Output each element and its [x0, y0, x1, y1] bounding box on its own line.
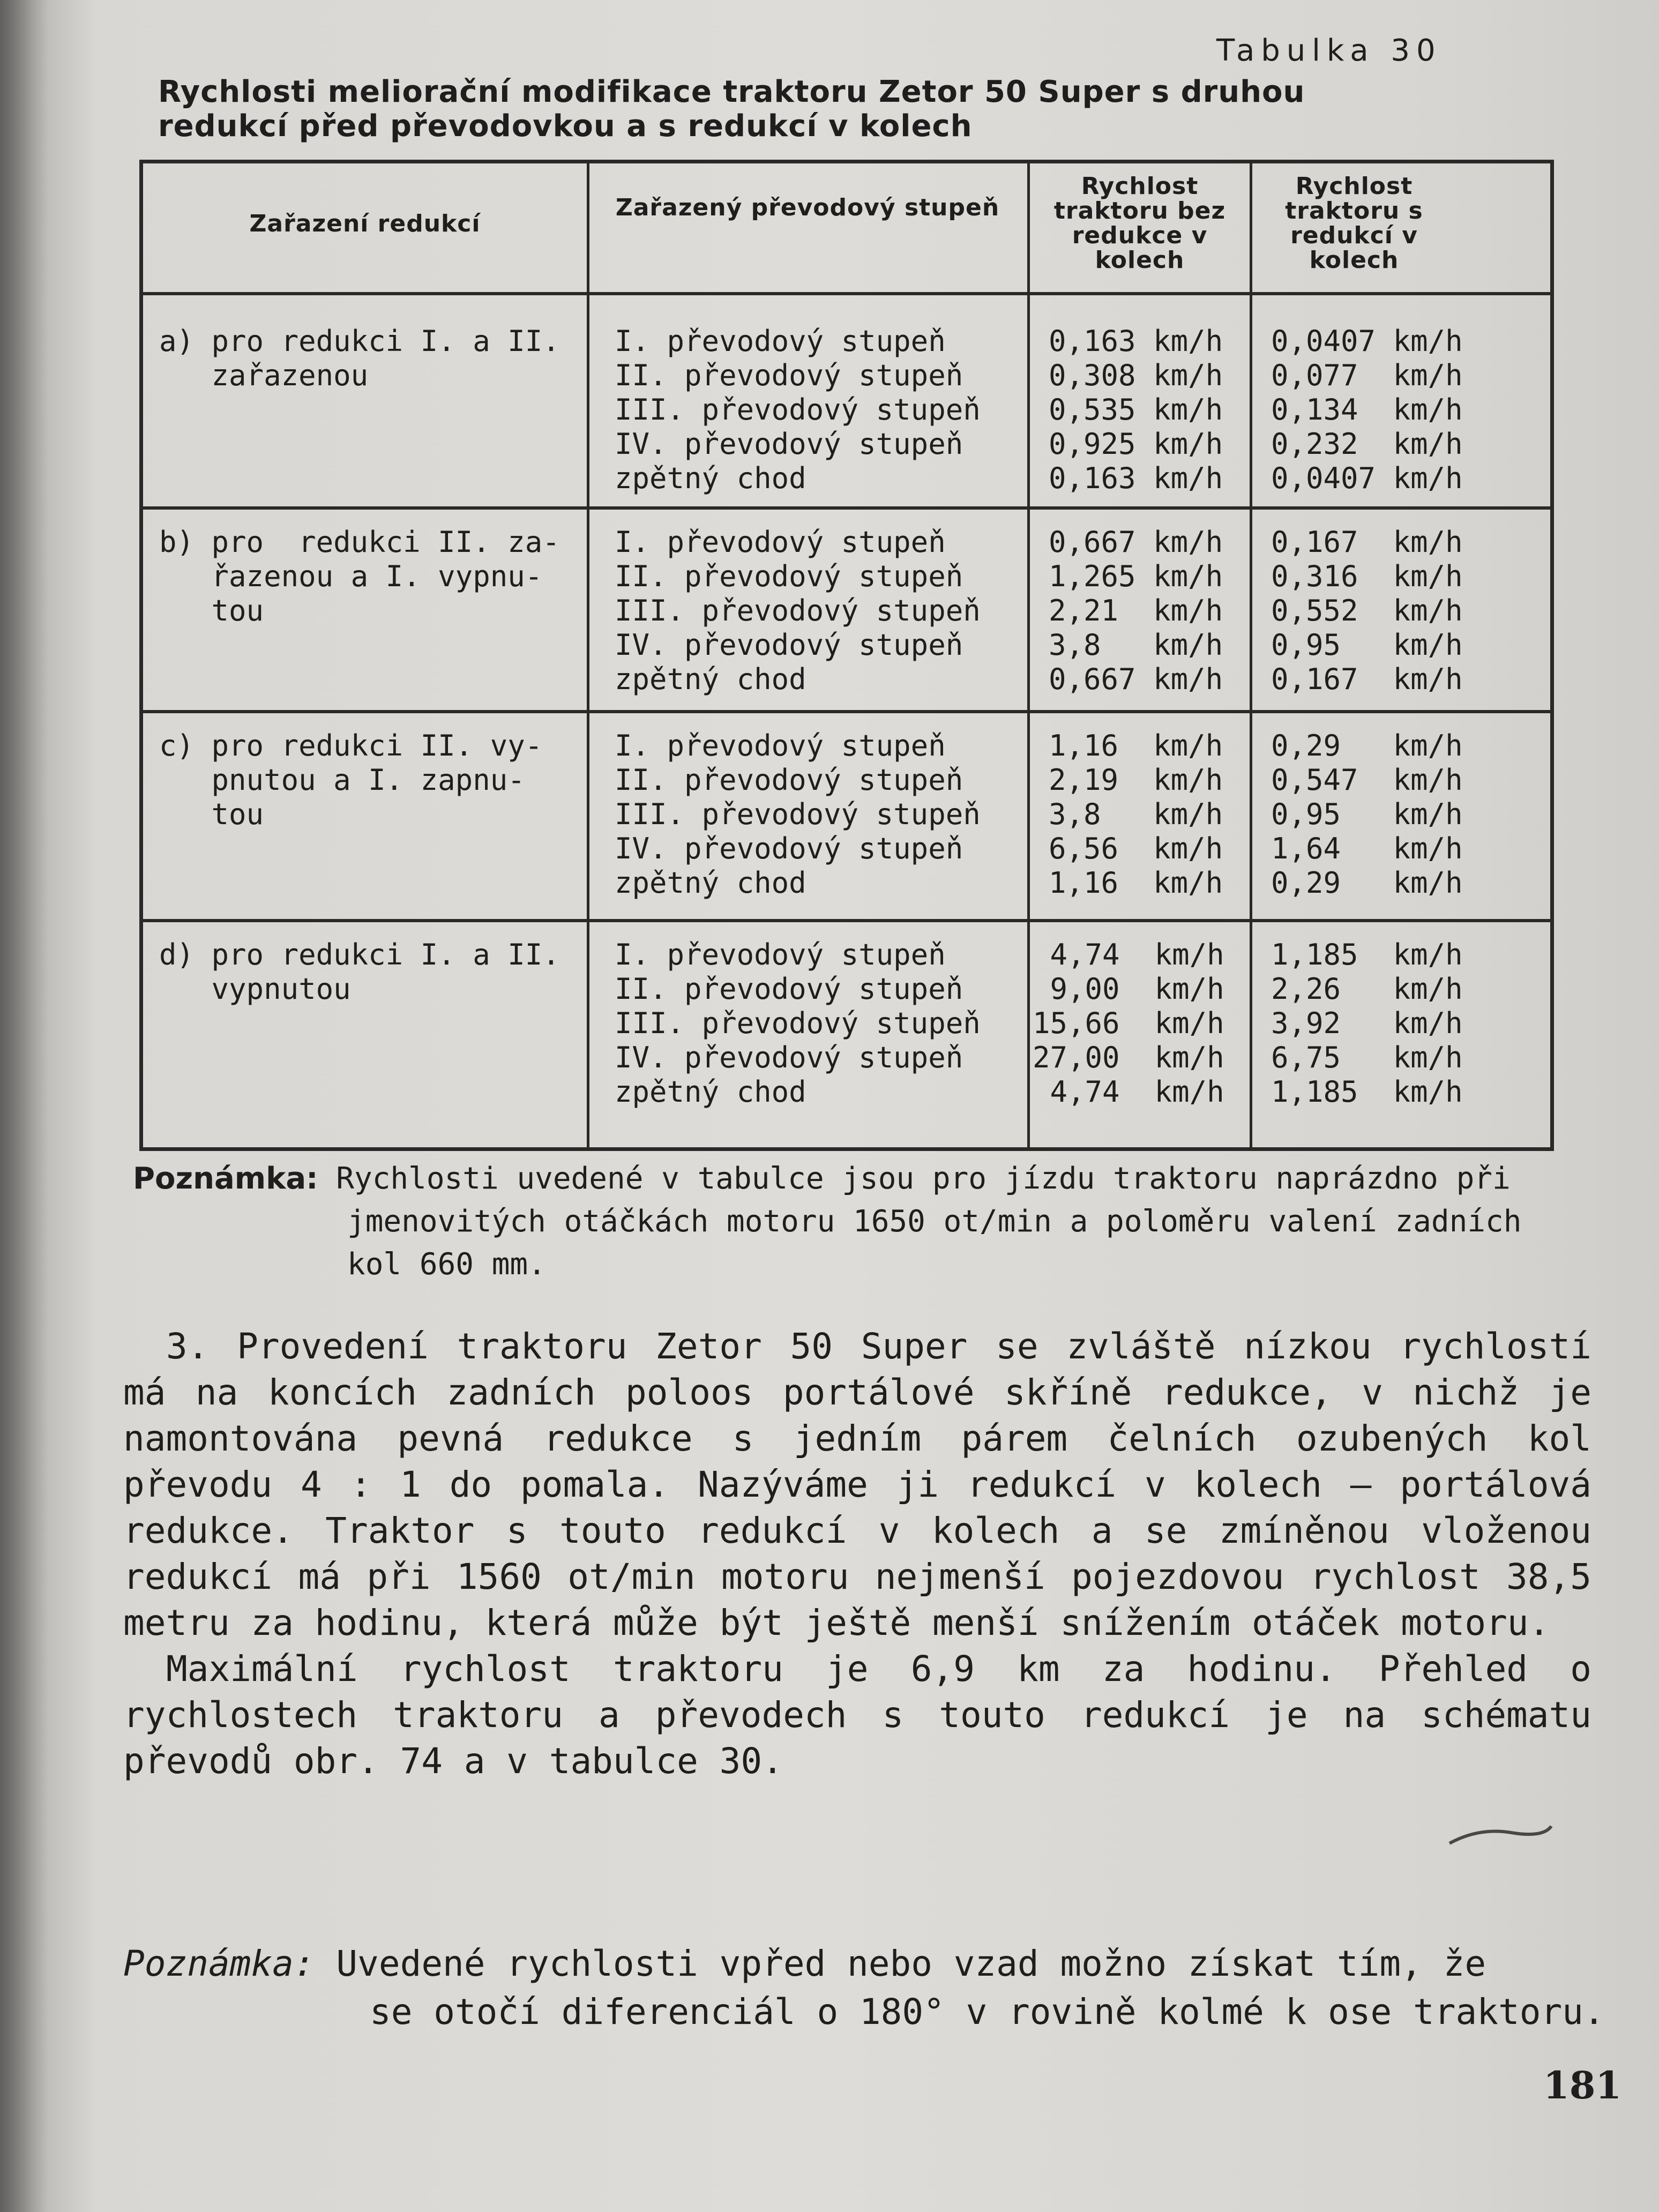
speed-cell: 0,547 km/h: [1271, 763, 1463, 797]
footnote-text: Rychlosti uvedené v tabulce jsou pro jízdu traktoru naprázdno při: [336, 1161, 1511, 1196]
gear-cell: IV. převodový stupeň: [615, 628, 963, 662]
gear-cell: III. převodový stupeň: [615, 797, 981, 831]
speed-cell: 0,077 km/h: [1271, 358, 1463, 392]
gear-cell: I. převodový stupeň: [615, 729, 946, 763]
group-label-c: c) pro redukci II. vy- pnutou a I. zapnu- tou: [159, 729, 543, 831]
gear-cell: II. převodový stupeň: [615, 559, 963, 593]
speeds-with-c: [1271, 729, 1463, 900]
note-label: Poznámka:: [123, 1943, 315, 1984]
speed-cell: 0,316 km/h: [1271, 559, 1463, 593]
speed-cell: 1,16 km/h: [1049, 866, 1223, 900]
gear-cell: III. převodový stupeň: [615, 1006, 981, 1040]
page-note: [123, 1940, 1613, 2036]
speed-cell: 0,163 km/h: [1049, 461, 1223, 495]
header-col1: Zařazení redukcí: [249, 210, 481, 237]
gear-cell: II. převodový stupeň: [615, 358, 963, 392]
paragraph: 3. Provedení traktoru Zetor 50 Super se zvláště nízkou rychlostí má na koncích zadních poloos portálové skříně redukce, v nichž je namontována pevná redukce s jedním párem čelních ozubených kol převodu 4 : 1 do pomala. Nazýváme ji redukcí v kolech — portálová redukce. Traktor s touto redukcí v kolech a se zmíněnou vloženou redukcí má při 1560 ot/min motoru nejmenší pojezdovou rychlost 38,5 metru za hodinu, která může být ještě menší snížením otáček motoru.: [123, 1326, 1591, 1643]
gear-cell: II. převodový stupeň: [615, 763, 963, 797]
speed-cell: 9,00 km/h: [1033, 972, 1224, 1006]
speeds-with-b: [1271, 525, 1463, 697]
speed-cell: 0,308 km/h: [1049, 358, 1223, 392]
speed-cell: 27,00 km/h: [1033, 1041, 1224, 1074]
speed-cell: 0,95 km/h: [1271, 628, 1463, 662]
gear-cell: I. převodový stupeň: [615, 525, 946, 559]
header-col4: Rychlost traktoru s redukcí v kolech: [1285, 173, 1423, 274]
header-col2: Zařazený převodový stupeň: [615, 194, 1000, 221]
spine-shadow: [0, 0, 48, 2212]
gear-cell: I. převodový stupeň: [615, 938, 946, 972]
speed-cell: 6,56 km/h: [1049, 832, 1223, 865]
speeds-with-d: [1271, 938, 1463, 1109]
speed-cell: 1,16 km/h: [1049, 729, 1223, 763]
speed-cell: 0,29 km/h: [1271, 729, 1463, 763]
speed-cell: 3,8 km/h: [1049, 628, 1223, 662]
gear-cell: zpětný chod: [615, 1075, 806, 1109]
gear-cell: III. převodový stupeň: [615, 393, 981, 427]
speed-cell: 0,29 km/h: [1271, 866, 1463, 900]
speed-cell: 0,232 km/h: [1271, 427, 1463, 461]
speeds-without-d: [1033, 938, 1224, 1109]
note-continuation: se otočí diferenciál o 180° v rovině kolmé k ose traktoru.: [370, 1991, 1605, 2032]
speed-cell: 2,21 km/h: [1049, 594, 1223, 627]
speeds-without-a: [1049, 324, 1223, 496]
speed-cell: 0,167 km/h: [1271, 525, 1463, 559]
group-label-d: d) pro redukci I. a II. vypnutou: [159, 938, 560, 1006]
speed-cell: 0,667 km/h: [1049, 525, 1223, 559]
gears-b: [615, 525, 981, 697]
note-text: Uvedené rychlosti vpřed nebo vzad možno získat tím, že: [336, 1943, 1486, 1984]
body-text: [123, 1324, 1591, 1784]
header-col3: Rychlost traktoru bez redukce v kolech: [1053, 173, 1226, 274]
speed-cell: 2,26 km/h: [1271, 972, 1463, 1006]
speed-table: [139, 160, 1554, 1151]
speed-cell: 4,74 km/h: [1033, 1075, 1224, 1109]
speed-cell: 0,95 km/h: [1271, 797, 1463, 831]
speed-cell: 4,74 km/h: [1033, 938, 1224, 972]
speed-cell: 1,265 km/h: [1049, 559, 1223, 593]
speed-cell: 0,134 km/h: [1271, 393, 1463, 427]
gears-d: [615, 938, 981, 1109]
table-title: Rychlosti meliorační modifikace traktoru Zetor 50 Super s druhou redukcí před převodovkou a s redukcí v kolech: [158, 74, 1305, 144]
table-label: Tabulka 30: [1216, 33, 1442, 68]
gear-cell: zpětný chod: [615, 461, 806, 495]
page-number: 181: [1543, 2063, 1622, 2108]
gear-cell: IV. převodový stupeň: [615, 427, 963, 461]
table-footnote: [133, 1157, 1558, 1286]
speeds-without-c: [1049, 729, 1223, 900]
speeds-with-a: [1271, 324, 1463, 496]
speed-cell: 1,64 km/h: [1271, 832, 1463, 865]
gear-cell: I. převodový stupeň: [615, 324, 946, 358]
group-rule: [143, 919, 1550, 922]
gear-cell: IV. převodový stupeň: [615, 1041, 963, 1074]
paragraph: Maximální rychlost traktoru je 6,9 km za hodinu. Přehled o rychlostech traktoru a převodech s touto redukcí je na schématu převodů obr. 74 a v tabulce 30.: [123, 1648, 1591, 1782]
speeds-without-b: [1049, 525, 1223, 697]
speed-cell: 6,75 km/h: [1271, 1041, 1463, 1074]
speed-cell: 0,167 km/h: [1271, 662, 1463, 696]
speed-cell: 0,163 km/h: [1049, 324, 1223, 358]
speed-cell: 15,66 km/h: [1033, 1006, 1224, 1040]
column-rule: [1250, 163, 1252, 1147]
header-rule: [143, 292, 1550, 295]
gear-cell: zpětný chod: [615, 662, 806, 696]
group-label-a: a) pro redukci I. a II. zařazenou: [159, 324, 560, 392]
pen-mark-icon: [1447, 1822, 1554, 1849]
gears-a: [615, 324, 981, 496]
group-rule: [143, 506, 1550, 510]
speed-cell: 0,552 km/h: [1271, 594, 1463, 627]
group-rule: [143, 710, 1550, 713]
gear-cell: zpětný chod: [615, 866, 806, 900]
speed-cell: 3,8 km/h: [1049, 797, 1223, 831]
gear-cell: IV. převodový stupeň: [615, 832, 963, 865]
speed-cell: 0,925 km/h: [1049, 427, 1223, 461]
gear-cell: II. převodový stupeň: [615, 972, 963, 1006]
speed-cell: 0,667 km/h: [1049, 662, 1223, 696]
speed-cell: 1,185 km/h: [1271, 1075, 1463, 1109]
column-rule: [1027, 163, 1030, 1147]
speed-cell: 1,185 km/h: [1271, 938, 1463, 972]
footnote-continuation: jmenovitých otáčkách motoru 1650 ot/min a poloměru valení zadních kol 660 mm.: [347, 1204, 1522, 1282]
speed-cell: 2,19 km/h: [1049, 763, 1223, 797]
speed-cell: 0,0407 km/h: [1271, 461, 1463, 495]
gears-c: [615, 729, 981, 900]
gear-cell: III. převodový stupeň: [615, 594, 981, 627]
speed-cell: 0,535 km/h: [1049, 393, 1223, 427]
group-label-b: b) pro redukci II. za- řazenou a I. vypnu- tou: [159, 525, 560, 627]
footnote-label: Poznámka:: [133, 1161, 318, 1196]
column-rule: [587, 163, 589, 1147]
speed-cell: 3,92 km/h: [1271, 1006, 1463, 1040]
speed-cell: 0,0407 km/h: [1271, 324, 1463, 358]
